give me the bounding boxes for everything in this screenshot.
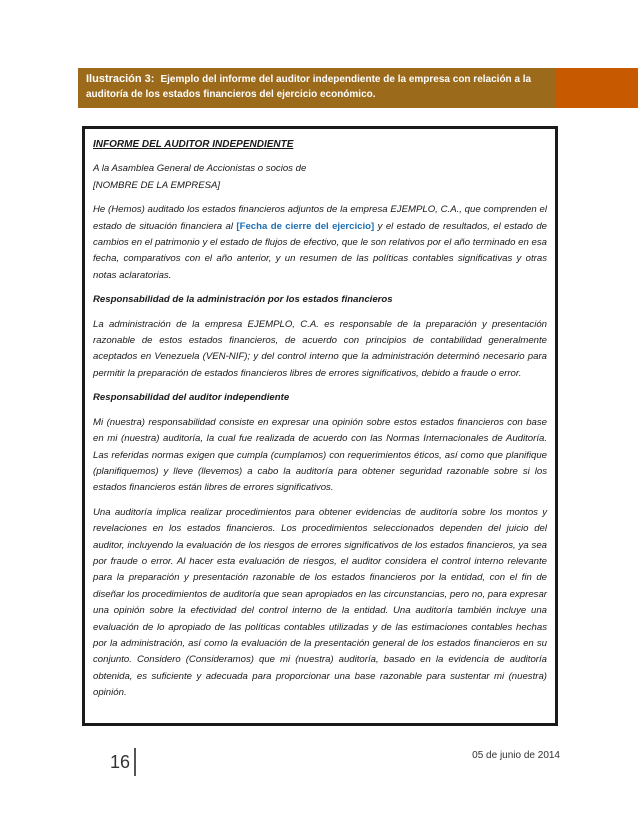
management-paragraph: La administración de la empresa EJEMPLO, C.A. es responsable de la preparación y presentación razonable de estos estados financieros, de acuerdo con principios de contabilidad generalmente aceptados en Venezuela (VEN-NIF); y del control interno que la administración determinó necesario para permitir la preparación de estados financieros libres de errores significativos, debido a fraude o error. bbox=[93, 318, 547, 379]
footer-date: 05 de junio de 2014 bbox=[472, 750, 560, 761]
auditor-paragraph-2: Una auditoría implica realizar procedimientos para obtener evidencias de auditoría sobre los montos y revelaciones en los estados financieros. Los procedimientos seleccionados dependen del juicio del auditor, incluyendo la evaluación de los riesgos de errores significativos de los estados financieros, ya sea por fraude o error. Al hacer esta evaluación de riesgos, el auditor considera el control interno relevante para la preparación y presentación razonable de los estados financieros por la entidad, con el fin de diseñar los procedimientos de auditoría que sean apropiados en las circunstancias, pero no, para expresar una opinión sobre la efectividad del control interno de la entidad. Una auditoría también incluye una evaluación de lo apropiado de las políticas contables utilizadas y de las estimaciones contables hechas por la administración, así como la evaluación de la presentación general de los estados financieros en su conjunto. Considero (Consideramos) que mi (nuestra) auditoría, basado en la evidencia de auditoría obtenida, es suficiente y adecuada para proporcionar una base razonable para sustentar mi (nuestra) opinión. bbox=[93, 506, 547, 699]
banner-caption bbox=[78, 68, 556, 108]
report-addressee bbox=[93, 161, 547, 194]
report-title: INFORME DEL AUDITOR INDEPENDIENTE bbox=[93, 139, 294, 150]
addressee-line-2: [NOMBRE DE LA EMPRESA] bbox=[93, 179, 221, 191]
page-number-divider bbox=[134, 748, 136, 776]
intro-after: y el estado de resultados, el estado de cambios en el patrimonio y el estado de flujos de efectivo, que le son relativos por el año terminado en esa fecha, comparativos con el año anterior, y un resumen de las políticas contables significativas y otras notas aclaratorias. bbox=[93, 220, 547, 281]
illustration-banner bbox=[78, 68, 638, 108]
heading-auditor-responsibility: Responsabilidad del auditor independiente bbox=[93, 392, 290, 404]
page-number: 16 bbox=[109, 752, 130, 772]
intro-before: He (Hemos) auditado los estados financieros adjuntos de la empresa EJEMPLO, C.A., que comprenden el estado de situación financiera al bbox=[93, 204, 547, 232]
banner-label: Ilustración 3: bbox=[86, 73, 155, 85]
closing-date-placeholder: [Fecha de cierre del ejercicio] bbox=[236, 220, 375, 232]
heading-management-responsibility: Responsabilidad de la administración por los estados financieros bbox=[93, 294, 393, 306]
report-box bbox=[82, 126, 558, 726]
addressee-line-1: A la Asamblea General de Accionistas o socios de bbox=[93, 163, 307, 175]
page-footer bbox=[78, 748, 560, 778]
banner-text: Ejemplo del informe del auditor independiente de la empresa con relación a la auditoría de los estados financieros del ejercicio económico. bbox=[86, 74, 532, 100]
auditor-paragraph-1: Mi (nuestra) responsabilidad consiste en expresar una opinión sobre estos estados financieros con base en mi (nuestra) auditoría, la cual fue realizada de acuerdo con las Normas Internacionales de Auditoría. Las referidas normas exigen que cumpla (cumplamos) con requerimientos éticos, así como que planifique (planifiquemos) y lleve (llevemos) a cabo la auditoría para obtener seguridad razonable sobre si los estados financieros están libres de errores significativos. bbox=[93, 416, 547, 494]
intro-paragraph bbox=[93, 202, 547, 284]
banner-accent-block bbox=[556, 68, 638, 108]
